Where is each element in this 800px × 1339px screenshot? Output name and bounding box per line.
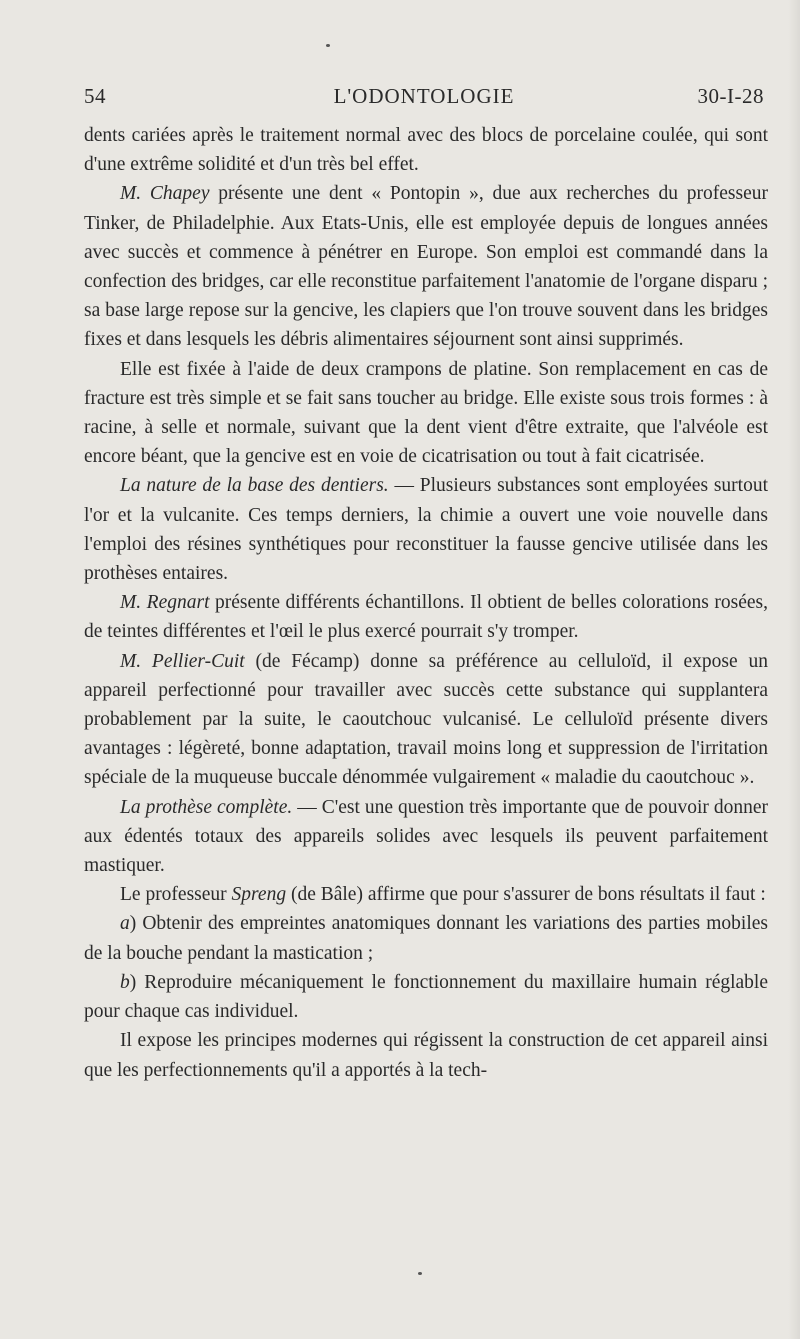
text-run: ) Obtenir des empreintes anatomiques donnant les variations des parties mobiles de la bouche pendant la mastication ; <box>84 913 768 964</box>
text-run: Il expose les principes modernes qui régissent la construction de cet appareil ainsi que les perfectionnements qu'il a apportés à la tech- <box>84 1030 768 1081</box>
text-run: ) Reproduire mécaniquement le fonctionnement du maxillaire humain réglable pour chaque cas individuel. <box>84 971 768 1023</box>
paragraph <box>84 179 768 354</box>
text-run: dents cariées après le traitement normal avec des blocs de porcelaine coulée, qui sont d'une extrême solidité et d'un très bel effet. <box>84 125 768 176</box>
list-marker: b <box>120 971 130 993</box>
section-heading: La prothèse complète. <box>120 796 293 818</box>
page-edge-shadow <box>788 0 800 1339</box>
speaker-name: M. Regnart <box>120 592 210 614</box>
speaker-name: M. Pellier-Cuit <box>120 650 245 672</box>
paragraph <box>84 647 768 793</box>
body-text <box>84 121 768 1085</box>
running-header <box>84 84 764 114</box>
text-run: (de Bâle) affirme que pour s'assurer de bons résultats il faut : <box>286 884 766 906</box>
paragraph <box>84 355 768 472</box>
speaker-name: Spreng <box>231 884 287 906</box>
paragraph <box>84 1026 768 1084</box>
list-marker: a <box>120 913 130 935</box>
paragraph <box>84 793 768 881</box>
page-number: 54 <box>84 84 106 108</box>
journal-title: L'ODONTOLOGIE <box>333 84 515 108</box>
paragraph <box>84 121 768 179</box>
list-item <box>84 909 768 967</box>
paragraph <box>84 880 768 909</box>
speaker-name: M. Chapey <box>120 183 210 205</box>
paragraph <box>84 588 768 646</box>
section-heading: La nature de la base des dentiers. <box>120 475 389 497</box>
paper-speck <box>418 1272 422 1275</box>
text-run: Elle est fixée à l'aide de deux crampons de platine. Son remplacement en cas de fracture est très simple et se fait sans toucher au bridge. Elle existe sous trois formes : à racine, à selle et normale, suivant que la dent vient d'être extraite, que l'alvéole est encore béant, que la gencive est en voie de cicatrisation ou tout à fait cicatrisée. <box>84 358 768 468</box>
list-item <box>84 968 768 1026</box>
text-run: présente une dent « Pontopin », due aux recherches du professeur Tinker, de Philadelphie. Aux Etats-Unis, elle est employée depuis de longues années avec succès et commence à pénétrer en Europe. Son emploi est commandé dans la confection des bridges, car elle reconstitue parfaitement l'anatomie de l'organe disparu ; sa base large repose sur la gencive, les clapiers que l'on trouve souvent dans les bridges fixes et dans lesquels les débris alimentaires séjournent sont ainsi supprimés. <box>84 183 768 351</box>
paragraph <box>84 471 768 588</box>
text-run: (de Fécamp) donne sa préférence au celluloïd, il expose un appareil perfectionné pour travailler avec succès cette substance qui supplantera probablement par la suite, le caoutchouc vulcanisé. Le celluloïd présente divers avantages : légèreté, bonne adaptation, travail moins long et suppression de l'irritation spéciale de la muqueuse buccale dénommée vulgairement « maladie du caoutchouc ». <box>84 650 768 789</box>
text-run: présente différents échantillons. Il obtient de belles colorations rosées, de teintes différentes et l'œil le plus exercé pourrait s'y tromper. <box>84 592 768 643</box>
issue-date: 30-I-28 <box>697 84 764 108</box>
text-run: Le professeur <box>120 884 232 906</box>
text-run: — Plusieurs substances sont employées surtout l'or et la vulcanite. Ces temps derniers, la chimie a ouvert une voie nouvelle dans l'emploi des résines synthétiques pour reconstituer la fausse gencive utilisée dans les prothèses entaires. <box>84 475 769 585</box>
text-run: — C'est une question très importante que de pouvoir donner aux édentés totaux des appareils solides avec lesquels ils peuvent parfaitement mastiquer. <box>84 796 768 877</box>
paper-speck <box>326 44 330 47</box>
